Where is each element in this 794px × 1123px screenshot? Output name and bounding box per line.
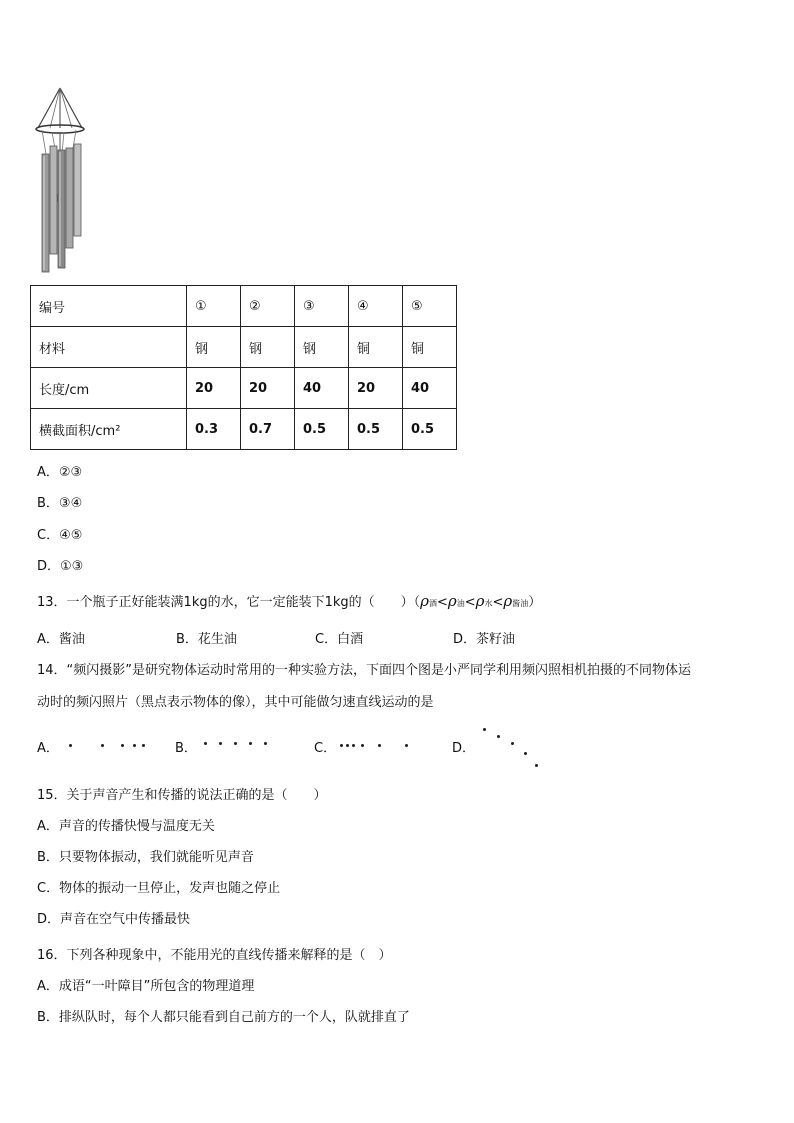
flash-dot bbox=[234, 742, 237, 745]
table-cell: 钢 bbox=[187, 327, 241, 368]
rho-subscript: 酱油 bbox=[512, 599, 529, 608]
table-cell: ① bbox=[187, 286, 241, 327]
q16-option-a[interactable]: A．成语“一叶障目”所包含的物理道理 bbox=[37, 979, 255, 994]
table-cell: 20 bbox=[241, 368, 295, 409]
table-cell: 横截面积/cm² bbox=[31, 409, 187, 450]
flash-dot bbox=[204, 742, 207, 745]
table-cell: 钢 bbox=[295, 327, 349, 368]
q15-stem: 15．关于声音产生和传播的说法正确的是（ ） bbox=[37, 788, 327, 803]
flash-dot bbox=[535, 764, 538, 767]
table-cell: 材料 bbox=[31, 327, 187, 368]
table-row bbox=[31, 327, 457, 368]
flash-dot bbox=[69, 744, 72, 747]
table-row bbox=[31, 286, 457, 327]
flash-dot bbox=[340, 744, 343, 747]
rho-subscript: 油 bbox=[456, 599, 465, 608]
table-cell: 0.5 bbox=[349, 409, 403, 450]
flash-dot bbox=[249, 742, 252, 745]
table-cell: 钢 bbox=[241, 327, 295, 368]
rho-symbol: ρ bbox=[503, 592, 513, 610]
table-cell: 0.3 bbox=[187, 409, 241, 450]
q15-option-d[interactable]: D．声音在空气中传播最快 bbox=[37, 912, 191, 927]
table-cell: 20 bbox=[349, 368, 403, 409]
flash-dot bbox=[361, 744, 364, 747]
flash-dot bbox=[121, 744, 124, 747]
table-cell: 铜 bbox=[349, 327, 403, 368]
q13-stem-text: 13．一个瓶子正好能装满1kg的水，它一定能装下1kg的（ ）（ bbox=[37, 595, 421, 610]
less-than: < bbox=[436, 595, 448, 610]
flash-dot bbox=[346, 744, 349, 747]
table-cell: ④ bbox=[349, 286, 403, 327]
q13-option-b[interactable]: B．花生油 bbox=[176, 632, 237, 647]
q12-option-d[interactable]: D．①③ bbox=[37, 559, 84, 574]
table-cell: 0.7 bbox=[241, 409, 295, 450]
flash-dot bbox=[405, 744, 408, 747]
rho-symbol: ρ bbox=[420, 592, 429, 610]
less-than: < bbox=[464, 595, 476, 610]
table-cell: 0.5 bbox=[403, 409, 457, 450]
flash-dot bbox=[483, 728, 486, 731]
q14-option-c-label[interactable]: C． bbox=[314, 741, 337, 756]
q14-option-b-label[interactable]: B． bbox=[175, 741, 197, 756]
flash-dot bbox=[142, 744, 145, 747]
flash-dot bbox=[524, 752, 527, 755]
q13-option-c[interactable]: C．白酒 bbox=[315, 632, 364, 647]
q14-option-a-label[interactable]: A． bbox=[37, 741, 59, 756]
q12-option-c[interactable]: C．④⑤ bbox=[37, 528, 83, 543]
table-cell: 0.5 bbox=[295, 409, 349, 450]
q12-option-a[interactable]: A．②③ bbox=[37, 465, 83, 480]
table-cell: ② bbox=[241, 286, 295, 327]
rho-subscript: 酒 bbox=[428, 599, 437, 608]
table-cell: 40 bbox=[295, 368, 349, 409]
q14-stem-line2: 动时的频闪照片（黑点表示物体的像），其中可能做匀速直线运动的是 bbox=[37, 695, 434, 710]
wind-chime-figure bbox=[30, 84, 100, 274]
flash-dot bbox=[511, 742, 514, 745]
table-cell: 20 bbox=[187, 368, 241, 409]
table-cell: 长度/cm bbox=[31, 368, 187, 409]
flash-dot bbox=[497, 735, 500, 738]
material-table bbox=[30, 285, 457, 450]
flash-dot bbox=[219, 742, 222, 745]
q16-stem: 16．下列各种现象中，不能用光的直线传播来解释的是（ ） bbox=[37, 948, 392, 963]
table-cell: ③ bbox=[295, 286, 349, 327]
rho-symbol: ρ bbox=[447, 592, 457, 610]
table-cell: 编号 bbox=[31, 286, 187, 327]
q15-option-a[interactable]: A．声音的传播快慢与温度无关 bbox=[37, 819, 215, 834]
flash-dot bbox=[352, 744, 355, 747]
flash-dot bbox=[378, 744, 381, 747]
less-than: < bbox=[492, 595, 504, 610]
flash-dot bbox=[133, 744, 136, 747]
q15-option-b[interactable]: B．只要物体振动，我们就能听见声音 bbox=[37, 850, 254, 865]
q13-option-a[interactable]: A．酱油 bbox=[37, 632, 85, 647]
q13-close: ） bbox=[528, 595, 542, 610]
q13-option-d[interactable]: D．茶籽油 bbox=[453, 632, 516, 647]
flash-dot bbox=[101, 744, 104, 747]
q15-option-c[interactable]: C．物体的振动一旦停止，发声也随之停止 bbox=[37, 881, 281, 896]
table-row bbox=[31, 368, 457, 409]
q16-option-b[interactable]: B．排纵队时，每个人都只能看到自己前方的一个人，队就排直了 bbox=[37, 1010, 410, 1025]
table-cell: 铜 bbox=[403, 327, 457, 368]
q14-option-d-label[interactable]: D． bbox=[452, 741, 476, 756]
q12-option-b[interactable]: B．③④ bbox=[37, 496, 83, 511]
table-row bbox=[31, 409, 457, 450]
q13-stem bbox=[37, 591, 541, 610]
flash-dot bbox=[264, 742, 267, 745]
rho-subscript: 水 bbox=[484, 599, 493, 608]
rho-symbol: ρ bbox=[475, 592, 485, 610]
table-cell: ⑤ bbox=[403, 286, 457, 327]
table-cell: 40 bbox=[403, 368, 457, 409]
q14-stem-line1: 14．“频闪摄影”是研究物体运动时常用的一种实验方法，下面四个图是小严同学利用频闪照相机拍摄的不同物体运 bbox=[37, 663, 692, 678]
